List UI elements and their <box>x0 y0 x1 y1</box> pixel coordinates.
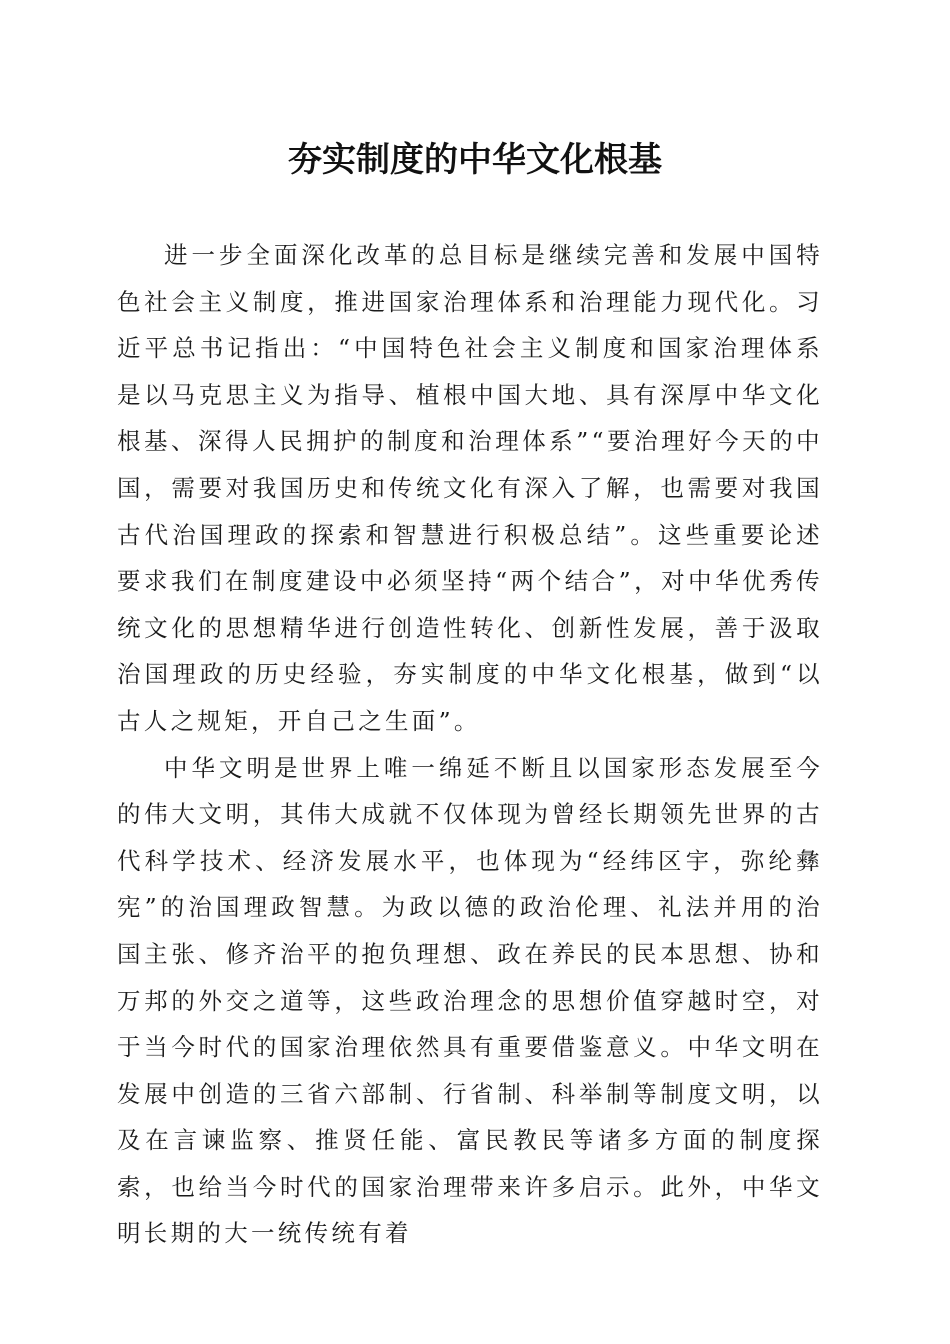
document-title: 夯实制度的中华文化根基 <box>288 140 662 180</box>
paragraph-2: 中华文明是世界上唯一绵延不断且以国家形态发展至今的伟大文明，其伟大成就不仅体现为曾经长期领先世界的古代科学技术、经济发展水平，也体现为“经纬区宇，弥纶彝宪”的治国理政智慧。为政以德的政治伦理、礼法并用的治国主张、修齐治平的抱负理想、政在养民的民本思想、协和万邦的外交之道等，这些政治理念的思想价值穿越时空，对于当今时代的国家治理依然具有重要借鉴意义。中华文明在发展中创造的三省六部制、行省制、科举制等制度文明，以及在言谏监察、推贤任能、富民教民等诸多方面的制度探索，也给当今时代的国家治理带来许多启示。此外，中华文明长期的大一统传统有着 <box>117 753 823 1248</box>
document-body <box>117 232 823 1257</box>
paragraph-1: 进一步全面深化改革的总目标是继续完善和发展中国特色社会主义制度，推进国家治理体系和治理能力现代化。习近平总书记指出：“中国特色社会主义制度和国家治理体系是以马克思主义为指导、植根中国大地、具有深厚中华文化根基、深得人民拥护的制度和治理体系”“要治理好今天的中国，需要对我国历史和传统文化有深入了解，也需要对我国古代治国理政的探索和智慧进行积极总结”。这些重要论述要求我们在制度建设中必须坚持“两个结合”，对中华优秀传统文化的思想精华进行创造性转化、创新性发展，善于汲取治国理政的历史经验，夯实制度的中华文化根基，做到“以古人之规矩，开自己之生面”。 <box>117 241 823 735</box>
